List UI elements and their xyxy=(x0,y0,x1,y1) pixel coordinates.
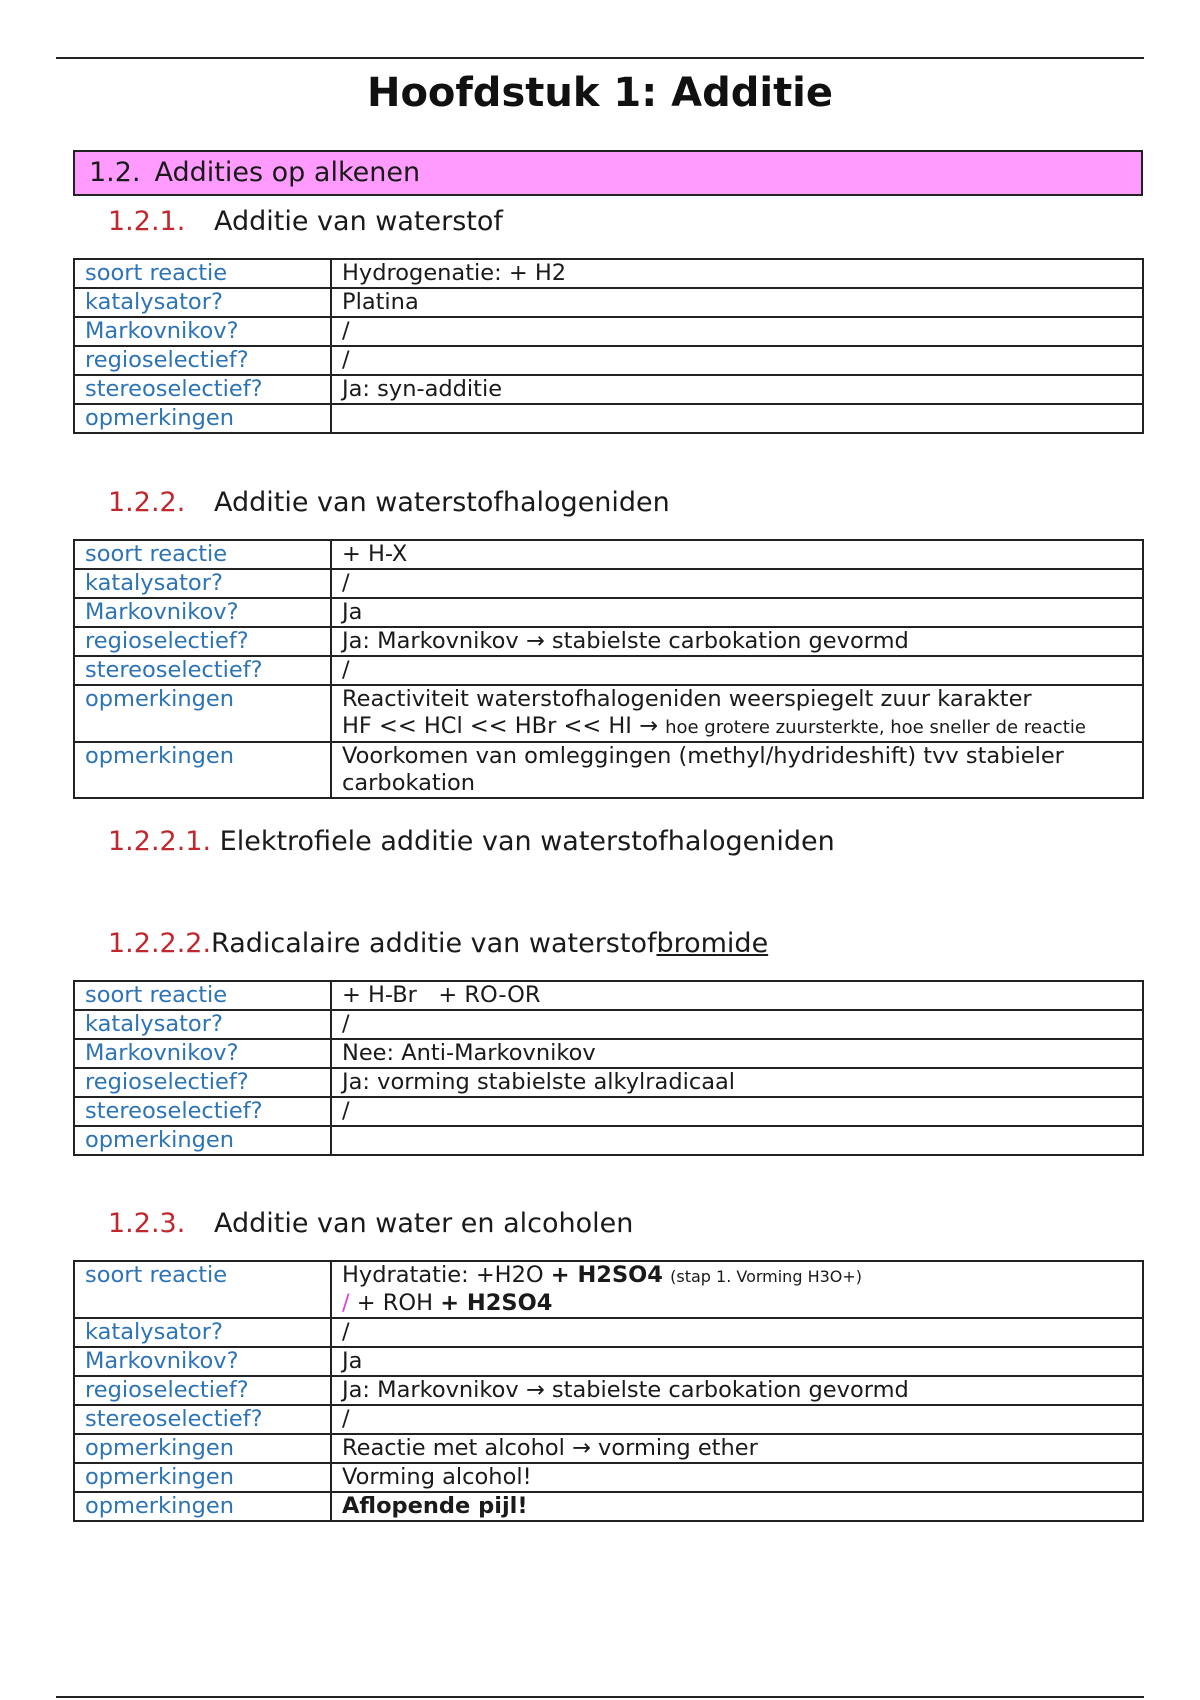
table-row: stereoselectief? / xyxy=(74,1097,1143,1126)
section-number: 1.2. xyxy=(89,157,141,188)
heading-number: 1.2.1. xyxy=(108,206,186,237)
table-row: katalysator? / xyxy=(74,569,1143,598)
heading-1-2-2 xyxy=(108,487,670,518)
table-row: soort reactie Hydratatie: +H2O + H2SO4 (stap 1. Vorming H3O+) / + ROH + H2SO4 xyxy=(74,1261,1143,1318)
heading-1-2-2-2 xyxy=(108,928,768,959)
table-row: Markovnikov? Nee: Anti-Markovnikov xyxy=(74,1039,1143,1068)
heading-1-2-1 xyxy=(108,206,503,237)
table-row: opmerkingen Aflopende pijl! xyxy=(74,1492,1143,1521)
heading-text-underlined: bromide xyxy=(656,928,769,959)
table-row: katalysator? Platina xyxy=(74,288,1143,317)
table-row: stereoselectief? / xyxy=(74,1405,1143,1434)
table-row: opmerkingen Vorming alcohol! xyxy=(74,1463,1143,1492)
table-row: regioselectief? Ja: vorming stabielste alkylradicaal xyxy=(74,1068,1143,1097)
table-row: opmerkingen Reactie met alcohol → vorming ether xyxy=(74,1434,1143,1463)
table-row: katalysator? / xyxy=(74,1318,1143,1347)
heading-text: Additie van waterstof xyxy=(214,206,503,237)
heading-text: Additie van waterstofhalogeniden xyxy=(214,487,670,518)
table-radical-addition xyxy=(73,980,1144,1156)
section-label: Addities op alkenen xyxy=(154,157,421,188)
heading-number: 1.2.2.1. xyxy=(108,826,212,857)
table-row: regioselectief? Ja: Markovnikov → stabielste carbokation gevormd xyxy=(74,627,1143,656)
top-rule xyxy=(56,57,1144,59)
heading-1-2-3 xyxy=(108,1208,633,1239)
table-row: soort reactie + H-X xyxy=(74,540,1143,569)
table-row: regioselectief? Ja: Markovnikov → stabielste carbokation gevormd xyxy=(74,1376,1143,1405)
table-row: stereoselectief? Ja: syn-additie xyxy=(74,375,1143,404)
table-row: Markovnikov? Ja xyxy=(74,598,1143,627)
heading-number: 1.2.2. xyxy=(108,487,186,518)
table-hydrohalogenation xyxy=(73,539,1144,799)
table-row: opmerkingen xyxy=(74,1126,1143,1155)
heading-text: Elektrofiele additie van waterstofhalogeniden xyxy=(219,826,835,857)
section-header xyxy=(73,150,1143,196)
heading-text: Additie van water en alcoholen xyxy=(214,1208,634,1239)
table-row: stereoselectief? / xyxy=(74,656,1143,685)
table-row: regioselectief? / xyxy=(74,346,1143,375)
heading-number: 1.2.2.2. xyxy=(108,928,212,959)
heading-text: Radicalaire additie van waterstof xyxy=(211,928,657,959)
table-row: opmerkingen Reactiviteit waterstofhalogeniden weerspiegelt zuur karakter HF << HCl << HBr << HI → hoe grotere zuursterkte, hoe sneller de reactie xyxy=(74,685,1143,742)
heading-1-2-2-1 xyxy=(108,826,835,857)
table-hydrogenation xyxy=(73,258,1144,434)
heading-number: 1.2.3. xyxy=(108,1208,186,1239)
table-row: Markovnikov? Ja xyxy=(74,1347,1143,1376)
table-row: katalysator? / xyxy=(74,1010,1143,1039)
table-hydration xyxy=(73,1260,1144,1522)
table-row: soort reactie Hydrogenatie: + H2 xyxy=(74,259,1143,288)
table-row: opmerkingen xyxy=(74,404,1143,433)
page-title: Hoofdstuk 1: Additie xyxy=(366,70,834,116)
table-row: Markovnikov? / xyxy=(74,317,1143,346)
table-row: soort reactie + H-Br + RO-OR xyxy=(74,981,1143,1010)
bottom-rule xyxy=(56,1696,1144,1698)
table-row: opmerkingen Voorkomen van omleggingen (methyl/hydrideshift) tvv stabieler carbokation xyxy=(74,742,1143,798)
